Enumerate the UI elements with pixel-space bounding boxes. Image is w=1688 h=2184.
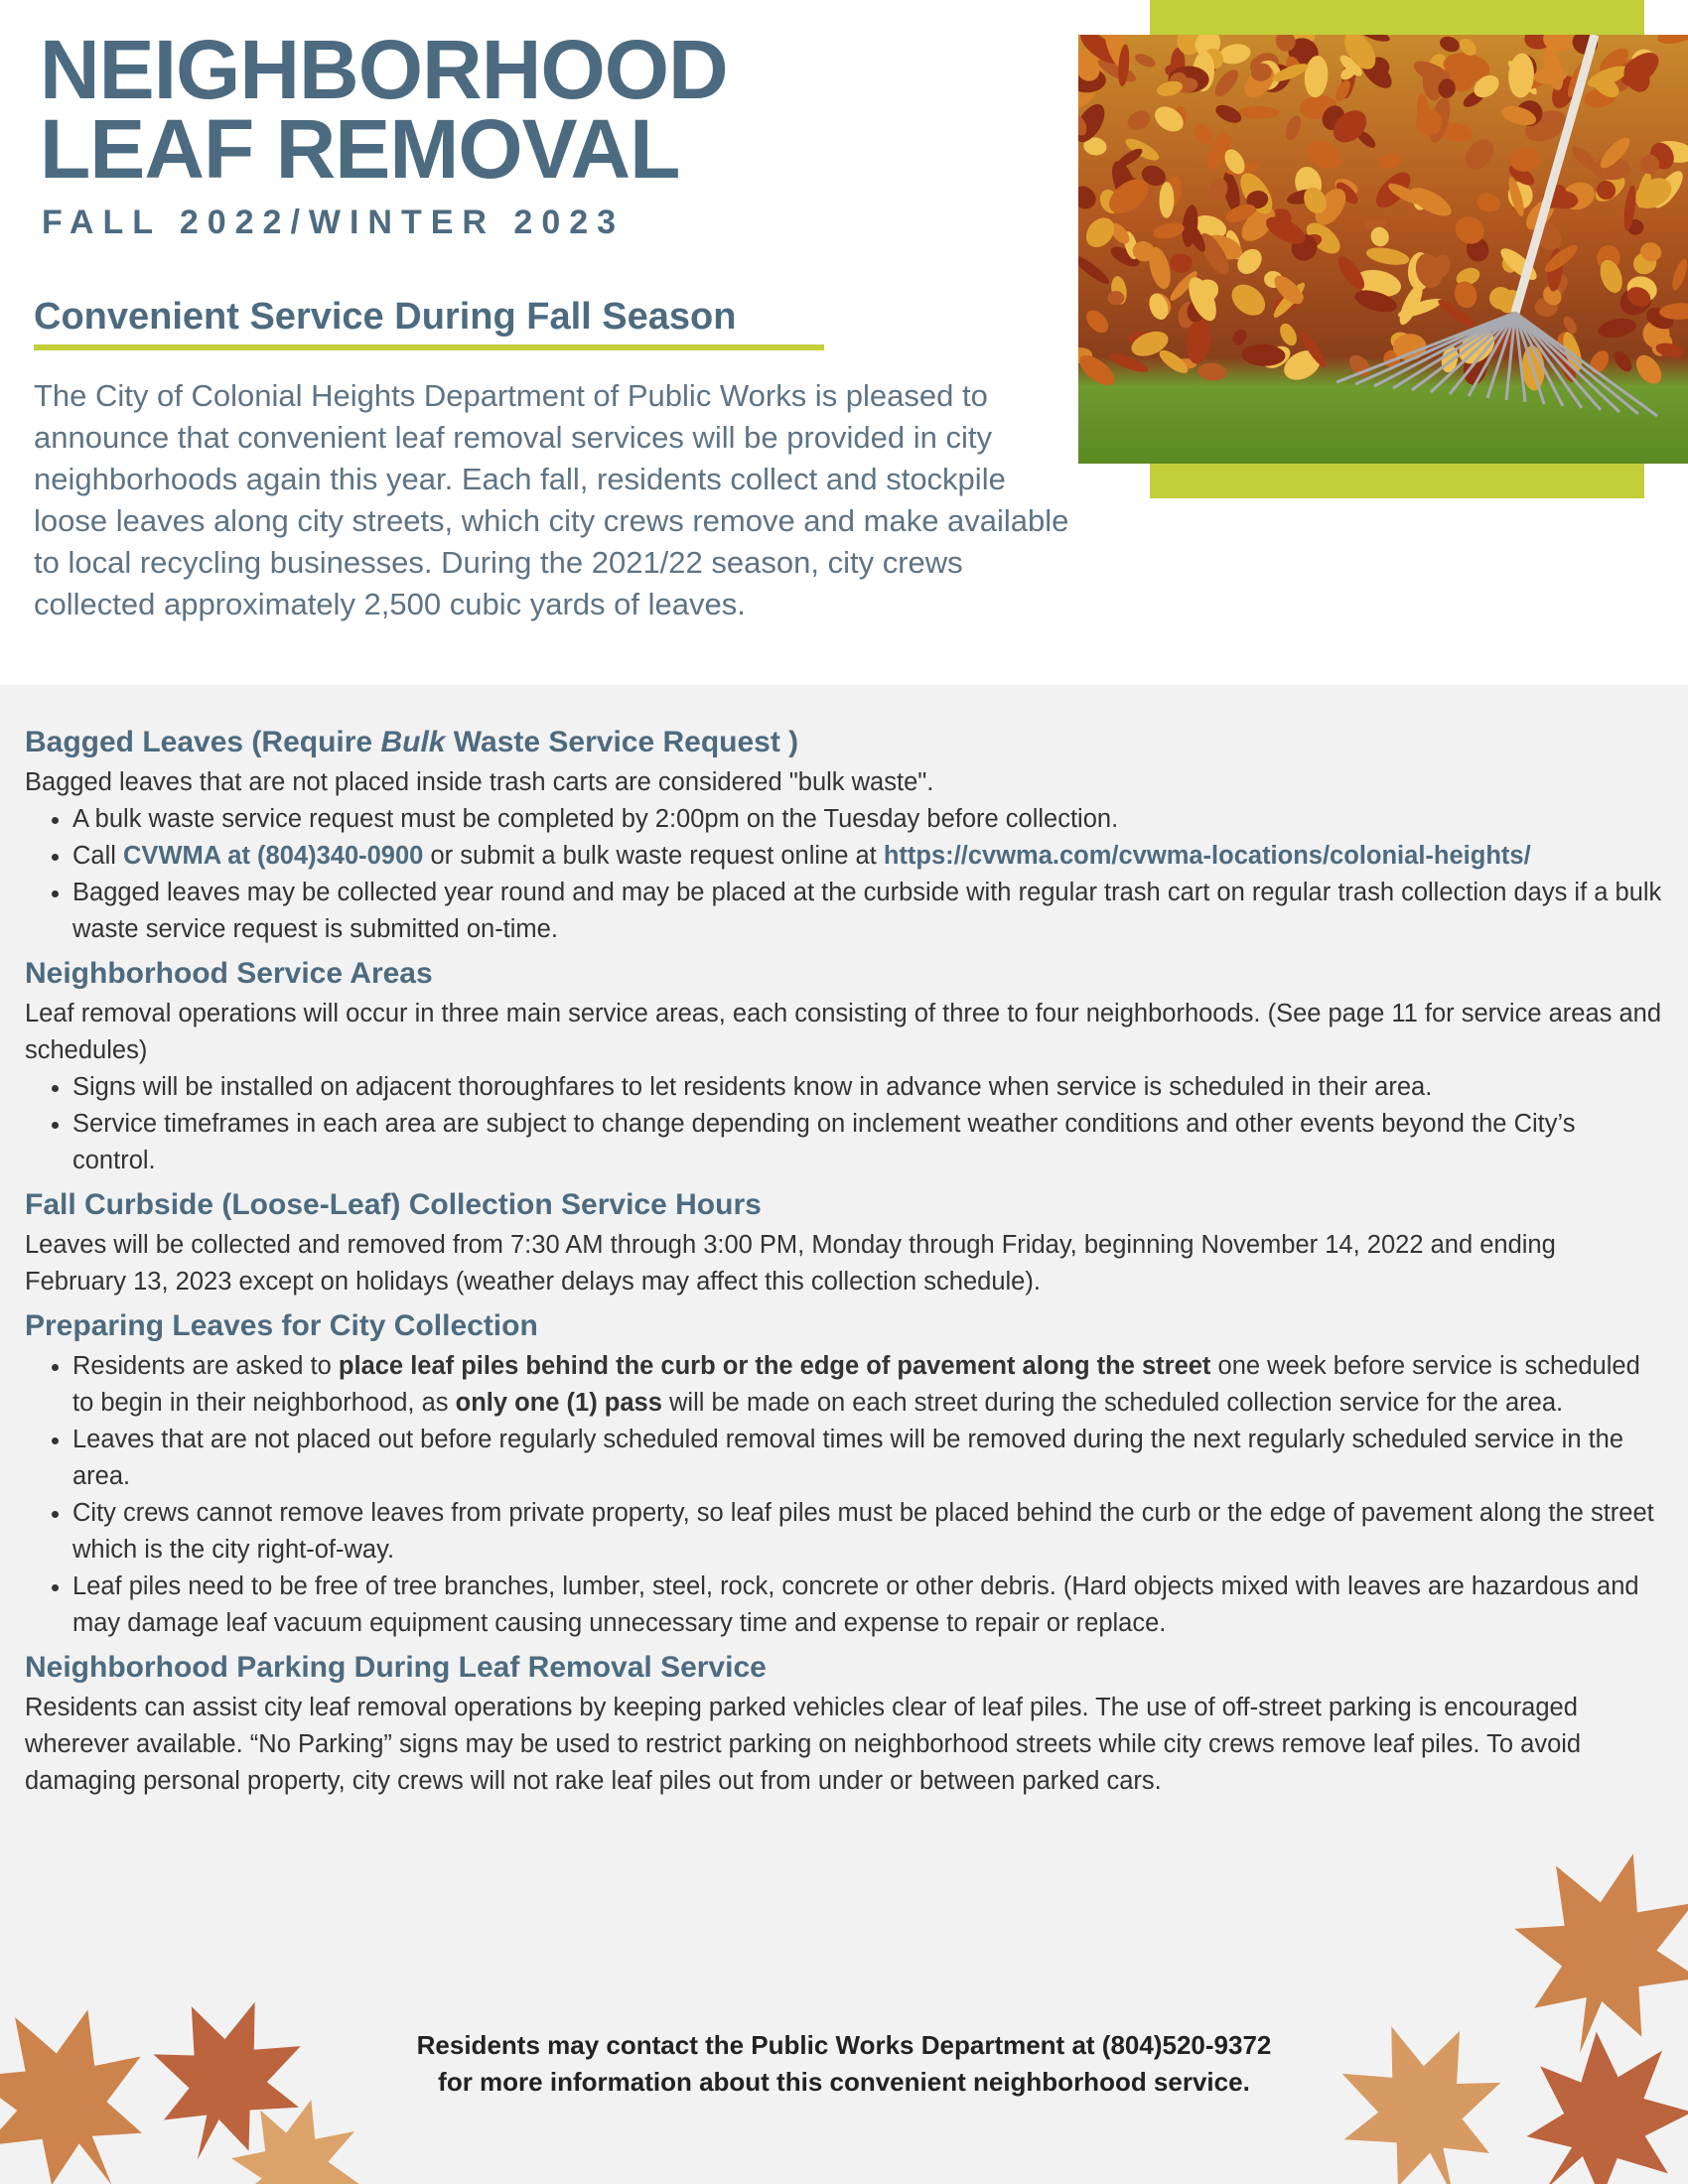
list-item: • A bulk waste service request must be completed by 2:00pm on the Tuesday before collection. [72, 801, 1663, 838]
service-areas-heading: Neighborhood Service Areas [25, 957, 433, 990]
list-item: • Signs will be installed on adjacent thoroughfares to let residents know in advance when service is scheduled in their area. [72, 1069, 1663, 1106]
list-item: • Service timeframes in each area are subject to change depending on inclement weather conditions and other events beyond the City’s control. [72, 1106, 1663, 1179]
preparing-heading: Preparing Leaves for City Collection [25, 1309, 538, 1342]
cvwma-phone: CVWMA at (804)340-0900 [123, 842, 424, 870]
leaf-mark [1238, 106, 1279, 119]
service-areas-list [25, 1069, 1663, 1179]
cvwma-link[interactable]: https://cvwma.com/cvwma-locations/colonial-heights/ [883, 842, 1531, 870]
service-hours-text: Leaves will be collected and removed from 7:30 AM through 3:00 PM, Monday through Friday, beginning November 14, 2022 and ending February 13, 2023 except on holidays (weather delays may affect this collection schedule). [25, 1231, 1556, 1296]
bagged-leaves-heading: Bagged Leaves (Require Bulk Waste Service Request ) [25, 726, 799, 758]
accent-bar-bottom [1150, 464, 1644, 498]
leaf-mark [1107, 291, 1124, 305]
page-title [40, 23, 728, 196]
service-areas-intro: Leaf removal operations will occur in three main service areas, each consisting of three to four neighborhoods. (See page 11 for service areas and schedules) [25, 1000, 1662, 1064]
info-content [25, 717, 1663, 1800]
season-subtitle: FALL 2022/WINTER 2023 [42, 204, 626, 241]
parking-text: Residents can assist city leaf removal operations by keeping parked vehicles clear of leaf piles. The use of off-street parking is encouraged wherever available. “No Parking” signs may be used to restrict parking on neighborhood streets while city crews remove leaf piles. To avoid damaging personal property, city crews will not rake leaf piles out from under or between parked cars. [25, 1694, 1582, 1795]
bagged-leaves-intro: Bagged leaves that are not placed inside trash carts are considered "bulk waste". [25, 768, 934, 796]
list-item: • Residents are asked to place leaf piles behind the curb or the edge of pavement along the street one week before service is scheduled to begin in their neighborhood, as only one (1) pass will be made on each street during the scheduled collection service for the area. [72, 1348, 1663, 1422]
leaf-pile-photo [1078, 35, 1688, 464]
leaf-mark [1640, 155, 1659, 175]
parking-heading: Neighborhood Parking During Leaf Removal Service [25, 1651, 767, 1684]
service-hours-heading: Fall Curbside (Loose-Leaf) Collection Service Hours [25, 1188, 762, 1221]
list-item: • Bagged leaves may be collected year round and may be placed at the curbside with regular trash cart on regular trash collection days if a bulk waste service request is submitted on-time. [72, 875, 1663, 948]
title-line-2: LEAF REMOVAL [40, 102, 680, 196]
contact-line-2: for more information about this convenient neighborhood service. [438, 2067, 1250, 2097]
title-line-1: NEIGHBORHOOD [40, 23, 728, 116]
list-item: • Leaf piles need to be free of tree branches, lumber, steel, rock, concrete or other debris. (Hard objects mixed with leaves are hazardous and may damage leaf vacuum equipment causing unnecessary time and expense to repair or replace. [72, 1569, 1663, 1642]
list-item: • Leaves that are not placed out before regularly scheduled removal times will be removed during the next regularly scheduled service in the area. [72, 1422, 1663, 1495]
intro-paragraph: The City of Colonial Heights Department of Public Works is pleased to announce that convenient leaf removal services will be provided in city neighborhoods again this year. Each fall, residents collect and stockpile loose leaves along city streets, which city crews remove and make available to local recycling businesses. During the 2021/22 season, city crews collected approximately 2,500 cubic yards of leaves. [34, 378, 1069, 621]
contact-footer [0, 2027, 1688, 2101]
bagged-leaves-list [25, 801, 1663, 948]
list-item: • Call CVWMA at (804)340-0900 or submit a bulk waste request online at https://cvwma.com/cvwma-locations/colonial-heights/ [72, 838, 1663, 875]
accent-bar-top [1150, 0, 1644, 35]
list-item: • City crews cannot remove leaves from private property, so leaf piles must be placed behind the curb or the edge of pavement along the street which is the city right-of-way. [72, 1495, 1663, 1569]
preparing-list [25, 1348, 1663, 1642]
intro-heading: Convenient Service During Fall Season [34, 296, 824, 350]
contact-line-1: Residents may contact the Public Works Department at (804)520-9372 [416, 2030, 1272, 2060]
